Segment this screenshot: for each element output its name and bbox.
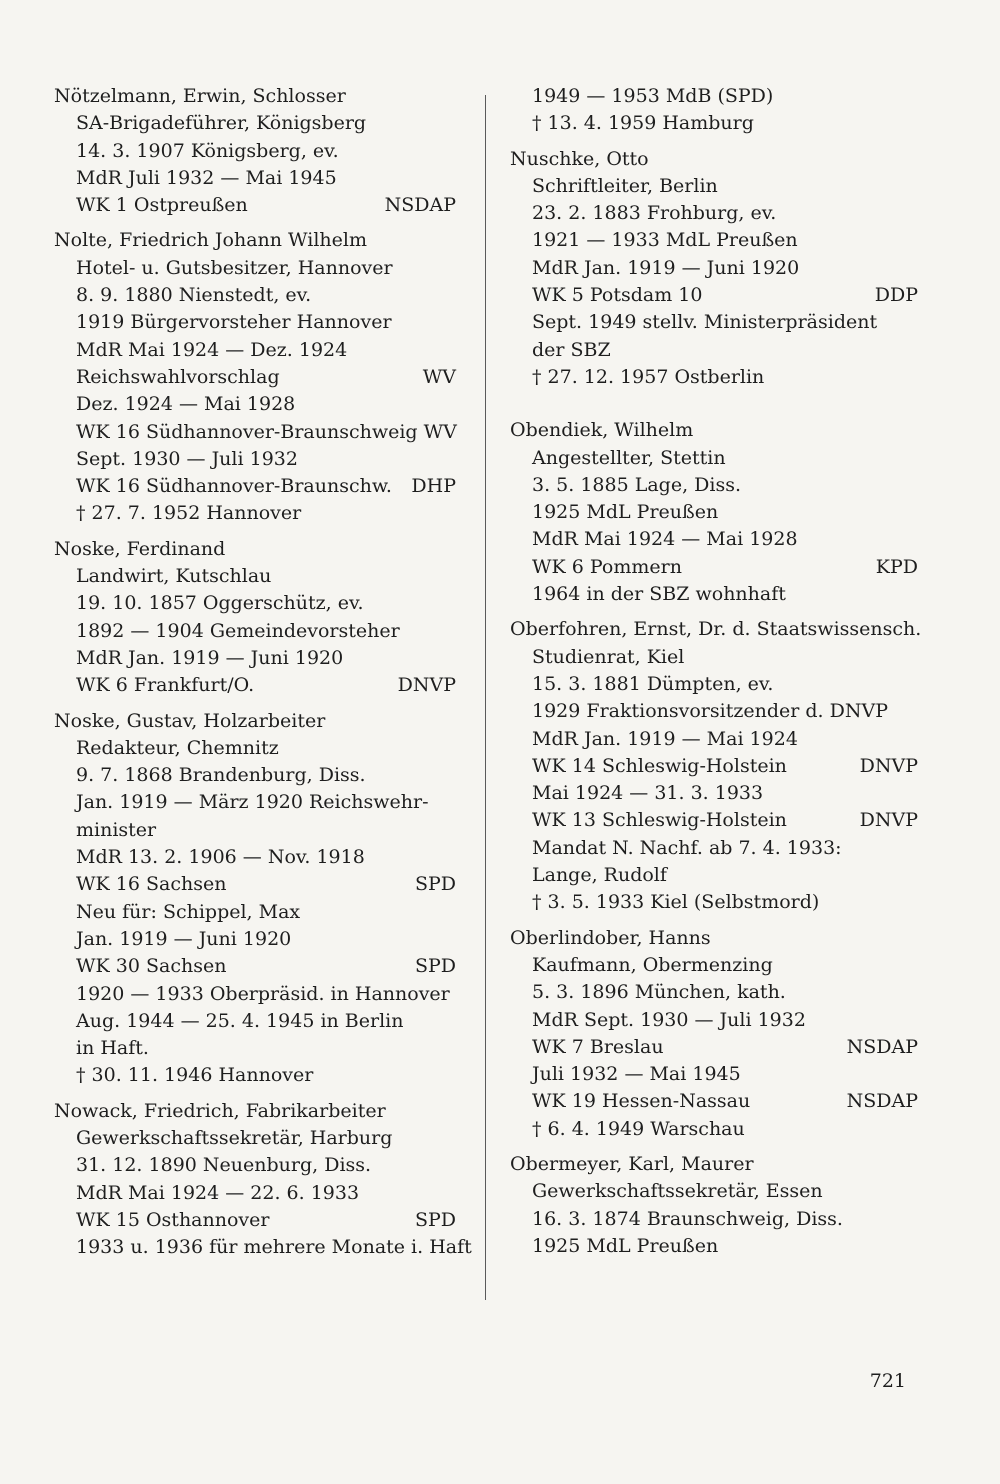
right-column: [510, 83, 922, 1268]
entry-line: [510, 581, 918, 608]
entry-line: [510, 1007, 918, 1034]
entry-line: [510, 1116, 918, 1143]
entry-line-text: Dez. 1924 — Mai 1928: [76, 393, 296, 416]
party-label: DNVP: [859, 809, 918, 832]
entry-line-text: Mandat N. Nachf. ab 7. 4. 1933:: [532, 836, 842, 859]
entry-line-text: 23. 2. 1883 Frohburg, ev.: [532, 202, 777, 225]
entry-line: [54, 645, 456, 672]
entry-line: [54, 391, 456, 418]
entry-line: [510, 200, 918, 227]
entry-line: [510, 173, 918, 200]
entry-line-text: Lange, Rudolf: [532, 864, 667, 887]
entry-line: [510, 1233, 918, 1260]
entry-line: [54, 1035, 456, 1062]
entry-line: [54, 337, 456, 364]
entry-line-text: 1921 — 1933 MdL Preußen: [532, 229, 798, 252]
entry-line-text: Kaufmann, Obermenzing: [532, 953, 773, 976]
party-label: NSDAP: [384, 194, 456, 217]
entry-line: [510, 282, 918, 309]
column-divider: [485, 95, 486, 1300]
entry-line-text: † 13. 4. 1959 Hamburg: [532, 112, 754, 135]
entry-line-text: 9. 7. 1868 Brandenburg, Diss.: [76, 764, 366, 787]
entry-line-text: MdR Sept. 1930 — Juli 1932: [532, 1008, 806, 1031]
entry-line: [54, 926, 456, 953]
entry-line-text: Schriftleiter, Berlin: [532, 174, 718, 197]
party-label: SPD: [414, 955, 456, 978]
entry-line: [54, 1207, 456, 1234]
entry-line: [54, 817, 456, 844]
left-column: [54, 83, 472, 1269]
entry-line: [510, 1034, 918, 1061]
entry-line: [510, 889, 918, 916]
entry-line-text: WK 6 Pommern: [532, 555, 682, 578]
entry-line-text: MdR Mai 1924 — Mai 1928: [532, 528, 798, 551]
party-label: SPD: [414, 873, 456, 896]
biography-entry: [54, 227, 456, 527]
entry-line: [54, 1152, 456, 1179]
entry-line: [510, 1206, 918, 1233]
entry-line-text: Sept. 1930 — Juli 1932: [76, 447, 298, 470]
entry-line-text: 1925 MdL Preußen: [532, 1234, 719, 1257]
entry-line-text: 1925 MdL Preußen: [532, 501, 719, 524]
entry-line: [54, 871, 456, 898]
entry-line: [510, 671, 918, 698]
entry-line-text: der SBZ: [532, 338, 611, 361]
entry-line-text: Sept. 1949 stellv. Ministerpräsident: [532, 311, 878, 334]
entry-line: [510, 227, 918, 254]
entry-line-text: WK 19 Hessen-Nassau: [532, 1090, 751, 1113]
entry-line: [54, 446, 456, 473]
party-label: WV: [423, 420, 457, 443]
entry-line: [54, 165, 456, 192]
entry-line: [510, 255, 918, 282]
entry-name: Nötzelmann, Erwin, Schlosser: [54, 85, 346, 107]
entry-line-text: MdR Jan. 1919 — Juni 1920: [532, 256, 800, 279]
entry-line: [54, 953, 456, 980]
biography-entry: [510, 616, 922, 916]
entry-line: [54, 672, 456, 699]
party-label: KPD: [875, 555, 918, 578]
page-number: 721: [869, 1370, 906, 1392]
party-label: DHP: [411, 475, 456, 498]
entry-line: [510, 526, 918, 553]
biography-entry: [510, 925, 918, 1143]
entry-line: [510, 807, 918, 834]
biography-entry: [510, 1151, 918, 1260]
entry-line-text: MdR Jan. 1919 — Juni 1920: [76, 646, 344, 669]
entry-line: [54, 563, 456, 590]
entry-line: [54, 844, 456, 871]
entry-line: [510, 979, 918, 1006]
entry-line-text: Hotel- u. Gutsbesitzer, Hannover: [76, 256, 393, 279]
entry-line: [510, 309, 918, 336]
biography-entry: [510, 417, 918, 608]
entry-line-text: Juli 1932 — Mai 1945: [532, 1063, 741, 1086]
party-label: DNVP: [397, 674, 456, 697]
entry-line-text: WK 16 Südhannover-Braunschw.: [76, 475, 392, 498]
party-label: DNVP: [859, 754, 918, 777]
entry-name: Obermeyer, Karl, Maurer: [510, 1152, 754, 1175]
entry-name: Oberlindober, Hanns: [510, 926, 711, 949]
entry-line-text: † 30. 11. 1946 Hannover: [76, 1064, 314, 1087]
party-label: NSDAP: [846, 1090, 918, 1113]
entry-line-text: 1892 — 1904 Gemeindevorsteher: [76, 619, 400, 642]
entry-line: [510, 1178, 918, 1205]
biography-entry: [54, 1098, 472, 1262]
entry-line-text: WK 16 Sachsen: [76, 873, 227, 896]
entry-line-text: † 6. 4. 1949 Warschau: [532, 1117, 745, 1140]
entry-line-text: WK 14 Schleswig-Holstein: [532, 754, 787, 777]
entry-line-text: WK 16 Südhannover-Braunschweig: [76, 420, 418, 443]
entry-line-text: 16. 3. 1874 Braunschweig, Diss.: [532, 1207, 843, 1230]
entry-line-text: 1949 — 1953 MdB (SPD): [532, 85, 774, 107]
entry-line: [54, 618, 456, 645]
entry-line-text: MdR Mai 1924 — Dez. 1924: [76, 338, 348, 361]
biography-entry: [54, 708, 456, 1090]
entry-line-text: WK 30 Sachsen: [76, 955, 227, 978]
entry-line-text: 1964 in der SBZ wohnhaft: [532, 583, 786, 606]
entry-line-text: Gewerkschaftssekretär, Essen: [532, 1180, 823, 1203]
entry-line: [510, 110, 918, 137]
entry-line-text: WK 7 Breslau: [532, 1035, 664, 1058]
entry-line-text: minister: [76, 818, 157, 841]
entry-line-text: MdR Jan. 1919 — Mai 1924: [532, 727, 798, 750]
entry-line-text: WK 1 Ostpreußen: [76, 194, 248, 217]
entry-line-text: Studienrat, Kiel: [532, 645, 685, 668]
entry-line: [510, 499, 918, 526]
entry-line-text: † 27. 12. 1957 Ostberlin: [532, 365, 765, 388]
entry-line-text: 1929 Fraktionsvorsitzender d. DNVP: [532, 700, 888, 723]
entry-line: [510, 698, 918, 725]
entry-line-text: MdR Mai 1924 — 22. 6. 1933: [76, 1181, 360, 1204]
entry-line: [54, 110, 456, 137]
entry-line: [54, 1125, 456, 1152]
entry-name: Nuschke, Otto: [510, 147, 649, 170]
entry-name: Nowack, Friedrich, Fabrikarbeiter: [54, 1099, 386, 1122]
entry-line: [54, 590, 456, 617]
entry-line: [54, 981, 456, 1008]
entry-line: [54, 1234, 472, 1261]
entry-line-text: WK 5 Potsdam 10: [532, 284, 703, 307]
entry-line: [54, 364, 456, 391]
biography-entry: [54, 83, 456, 219]
entry-line-text: WK 13 Schleswig-Holstein: [532, 809, 787, 832]
entry-line-text: † 3. 5. 1933 Kiel (Selbstmord): [532, 891, 820, 914]
entry-line: [54, 500, 456, 527]
entry-line-text: 1933 u. 1936 für mehrere Monate i. Haft: [76, 1236, 472, 1259]
party-label: WV: [422, 365, 456, 388]
entry-line: [510, 862, 918, 889]
entry-line: [54, 473, 456, 500]
biography-entry: [510, 83, 918, 138]
entry-line-text: 3. 5. 1885 Lage, Diss.: [532, 473, 742, 496]
entry-line: [510, 780, 918, 807]
entry-line: [54, 1008, 456, 1035]
entry-line: [510, 835, 918, 862]
entry-line: [54, 899, 456, 926]
entry-line-text: 19. 10. 1857 Oggerschütz, ev.: [76, 592, 364, 615]
entry-line: [54, 789, 456, 816]
entry-line-text: MdR Juli 1932 — Mai 1945: [76, 166, 337, 189]
entry-name: Obendiek, Wilhelm: [510, 419, 694, 442]
entry-line: [510, 554, 918, 581]
entry-line: [54, 762, 456, 789]
entry-line-text: 8. 9. 1880 Nienstedt, ev.: [76, 284, 312, 307]
entry-line: [510, 445, 918, 472]
entry-line-text: 31. 12. 1890 Neuenburg, Diss.: [76, 1154, 372, 1177]
entry-line-text: Landwirt, Kutschlau: [76, 565, 272, 588]
entry-line-text: 1920 — 1933 Oberpräsid. in Hannover: [76, 982, 450, 1005]
entry-line-text: Mai 1924 — 31. 3. 1933: [532, 782, 764, 805]
entry-line: [54, 309, 456, 336]
entry-line-text: Reichswahlvorschlag: [76, 365, 280, 388]
entry-line: [54, 1180, 456, 1207]
entry-name: Oberfohren, Ernst, Dr. d. Staatswissensch.: [510, 618, 922, 641]
entry-line: [510, 472, 918, 499]
entry-line-text: Neu für: Schippel, Max: [76, 900, 301, 923]
entry-line-text: Jan. 1919 — Juni 1920: [76, 927, 292, 950]
entry-line: [510, 726, 918, 753]
entry-line-text: SA-Brigadeführer, Königsberg: [76, 112, 367, 135]
entry-line: [54, 255, 456, 282]
entry-line-text: † 27. 7. 1952 Hannover: [76, 502, 302, 525]
entry-name: Nolte, Friedrich Johann Wilhelm: [54, 229, 367, 252]
entry-line: [510, 753, 918, 780]
party-label: SPD: [414, 1208, 456, 1231]
entry-line: [510, 364, 918, 391]
entry-line-text: Aug. 1944 — 25. 4. 1945 in Berlin: [76, 1009, 404, 1032]
entry-line: [54, 138, 456, 165]
entry-line-text: Gewerkschaftssekretär, Harburg: [76, 1126, 393, 1149]
entry-line: [54, 192, 456, 219]
entry-line: [510, 644, 918, 671]
entry-line: [510, 1061, 918, 1088]
entry-line-text: in Haft.: [76, 1037, 149, 1060]
entry-line: [54, 419, 456, 446]
entry-name: Noske, Gustav, Holzarbeiter: [54, 709, 326, 732]
party-label: DDP: [874, 284, 918, 307]
entry-line: [510, 952, 918, 979]
entry-line-text: WK 15 Osthannover: [76, 1208, 270, 1231]
entry-name: Noske, Ferdinand: [54, 537, 226, 560]
entry-line-text: Jan. 1919 — März 1920 Reichswehr-: [76, 791, 429, 814]
entry-line: [54, 282, 456, 309]
entry-line: [510, 83, 918, 110]
entry-line: [54, 1062, 456, 1089]
entry-line-text: 5. 3. 1896 München, kath.: [532, 981, 786, 1004]
entry-line-text: 1919 Bürgervorsteher Hannover: [76, 311, 392, 334]
entry-line-text: WK 6 Frankfurt/O.: [76, 674, 255, 697]
biography-entry: [54, 536, 456, 700]
entry-line-text: Angestellter, Stettin: [532, 446, 726, 469]
entry-line: [510, 337, 918, 364]
entry-line: [54, 735, 456, 762]
entry-line-text: 14. 3. 1907 Königsberg, ev.: [76, 139, 339, 162]
entry-line-text: 15. 3. 1881 Dümpten, ev.: [532, 672, 774, 695]
biography-entry: [510, 146, 918, 392]
party-label: NSDAP: [846, 1035, 918, 1058]
entry-line-text: MdR 13. 2. 1906 — Nov. 1918: [76, 846, 365, 869]
entry-line: [510, 1088, 918, 1115]
entry-line-text: Redakteur, Chemnitz: [76, 736, 279, 759]
